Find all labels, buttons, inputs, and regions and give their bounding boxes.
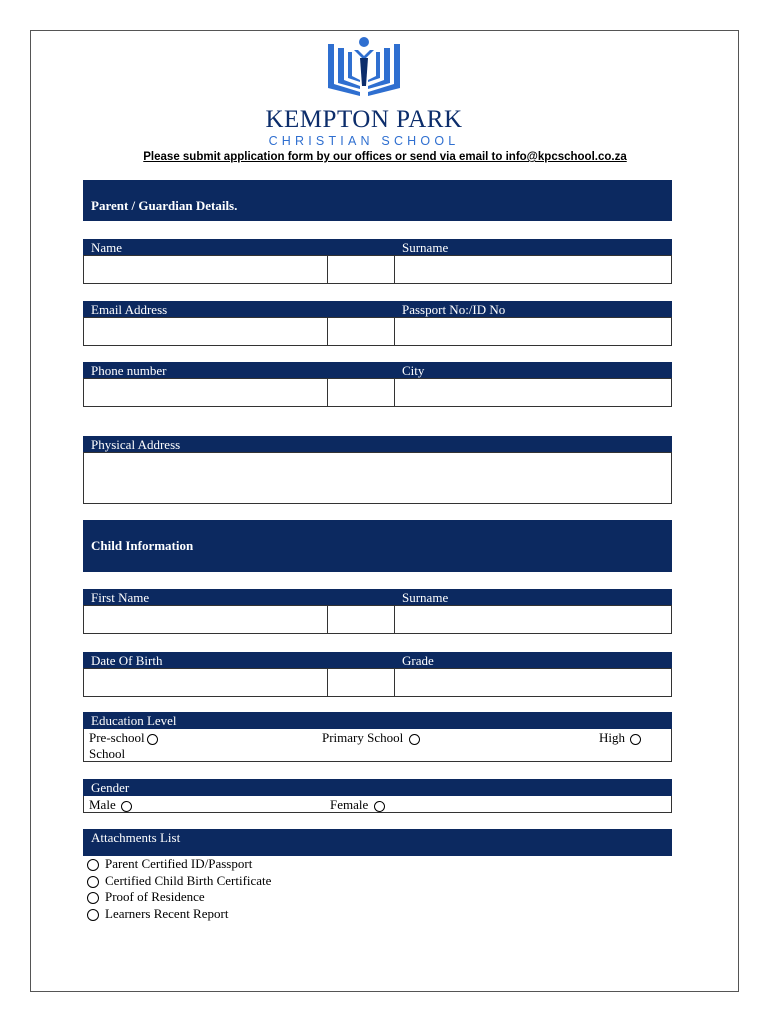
school-label: School	[89, 746, 126, 761]
child-grade-input[interactable]	[395, 669, 671, 696]
attachment-radio-icon[interactable]	[87, 876, 99, 888]
education-header	[83, 712, 672, 729]
child-surname-input[interactable]	[395, 606, 671, 633]
email-label: Email Address	[91, 302, 168, 317]
attachments-title: Attachments List	[91, 830, 181, 845]
high-label: High	[599, 730, 625, 745]
dob-row-fields	[83, 668, 672, 697]
preschool-label: Pre-school	[89, 730, 145, 745]
gender-label: Gender	[91, 780, 130, 795]
parent-city-input[interactable]	[395, 379, 671, 406]
male-option[interactable]	[89, 797, 132, 812]
attachment-item[interactable]	[87, 906, 228, 922]
parent-passport-input[interactable]	[395, 318, 671, 345]
attachment-label: Learners Recent Report	[105, 906, 229, 921]
phone-label: Phone number	[91, 363, 167, 378]
passport-label: Passport No:/ID No	[402, 302, 506, 317]
parent-email-input[interactable]	[84, 318, 327, 345]
attachment-radio-icon[interactable]	[87, 892, 99, 904]
attachment-item[interactable]	[87, 873, 271, 889]
school-logo	[264, 36, 464, 148]
parent-name-input[interactable]	[84, 256, 327, 283]
attachment-item[interactable]	[87, 889, 205, 905]
child-first-name-input[interactable]	[84, 606, 327, 633]
child-name-row-fields	[83, 605, 672, 634]
child-dob-input[interactable]	[84, 669, 327, 696]
dob-row-header	[83, 652, 672, 669]
education-label: Education Level	[91, 713, 177, 728]
high-radio-icon[interactable]	[630, 734, 641, 745]
preschool-option[interactable]	[89, 730, 158, 745]
attachment-radio-icon[interactable]	[87, 909, 99, 921]
address-label: Physical Address	[91, 437, 181, 452]
attachment-item[interactable]	[87, 856, 252, 872]
name-row-header	[83, 239, 672, 256]
parent-section-header	[83, 180, 672, 221]
child-section-title: Child Information	[91, 538, 194, 553]
address-row-header	[83, 436, 672, 453]
phone-row-header	[83, 362, 672, 379]
email-row-fields	[83, 317, 672, 346]
female-radio-icon[interactable]	[374, 801, 385, 812]
child-surname-label: Surname	[402, 590, 449, 605]
attachment-label: Proof of Residence	[105, 889, 205, 904]
parent-surname-input[interactable]	[395, 256, 671, 283]
city-label: City	[402, 363, 425, 378]
primary-school-label: Primary School	[322, 730, 404, 745]
female-label: Female	[330, 797, 369, 812]
attachment-label: Certified Child Birth Certificate	[105, 873, 272, 888]
grade-label: Grade	[402, 653, 434, 668]
preschool-radio-icon[interactable]	[147, 734, 158, 745]
school-subtitle: CHRISTIAN SCHOOL	[268, 134, 460, 148]
gender-header	[83, 779, 672, 796]
submission-instruction: Please submit application form by our offices or send via email to info@kpcschool.co.za	[143, 151, 627, 163]
male-radio-icon[interactable]	[121, 801, 132, 812]
physical-address-input[interactable]	[83, 452, 672, 504]
female-option[interactable]	[330, 797, 385, 812]
first-name-label: First Name	[91, 590, 150, 605]
school-name: KEMPTON PARK	[265, 106, 463, 133]
attachment-radio-icon[interactable]	[87, 859, 99, 871]
surname-label: Surname	[402, 240, 449, 255]
email-row-header	[83, 301, 672, 318]
parent-phone-input[interactable]	[84, 379, 327, 406]
primary-school-option[interactable]	[322, 730, 420, 745]
child-name-row-header	[83, 589, 672, 606]
attachments-header	[83, 829, 672, 856]
primary-school-radio-icon[interactable]	[409, 734, 420, 745]
book-emblem-icon	[324, 36, 404, 98]
child-section-header	[83, 520, 672, 572]
high-school-option[interactable]	[599, 730, 641, 745]
male-label: Male	[89, 797, 116, 812]
phone-row-fields	[83, 378, 672, 407]
name-label: Name	[91, 240, 123, 255]
attachment-label: Parent Certified ID/Passport	[105, 856, 253, 871]
parent-section-title: Parent / Guardian Details.	[91, 198, 238, 213]
name-row-fields	[83, 255, 672, 284]
dob-label: Date Of Birth	[91, 653, 163, 668]
